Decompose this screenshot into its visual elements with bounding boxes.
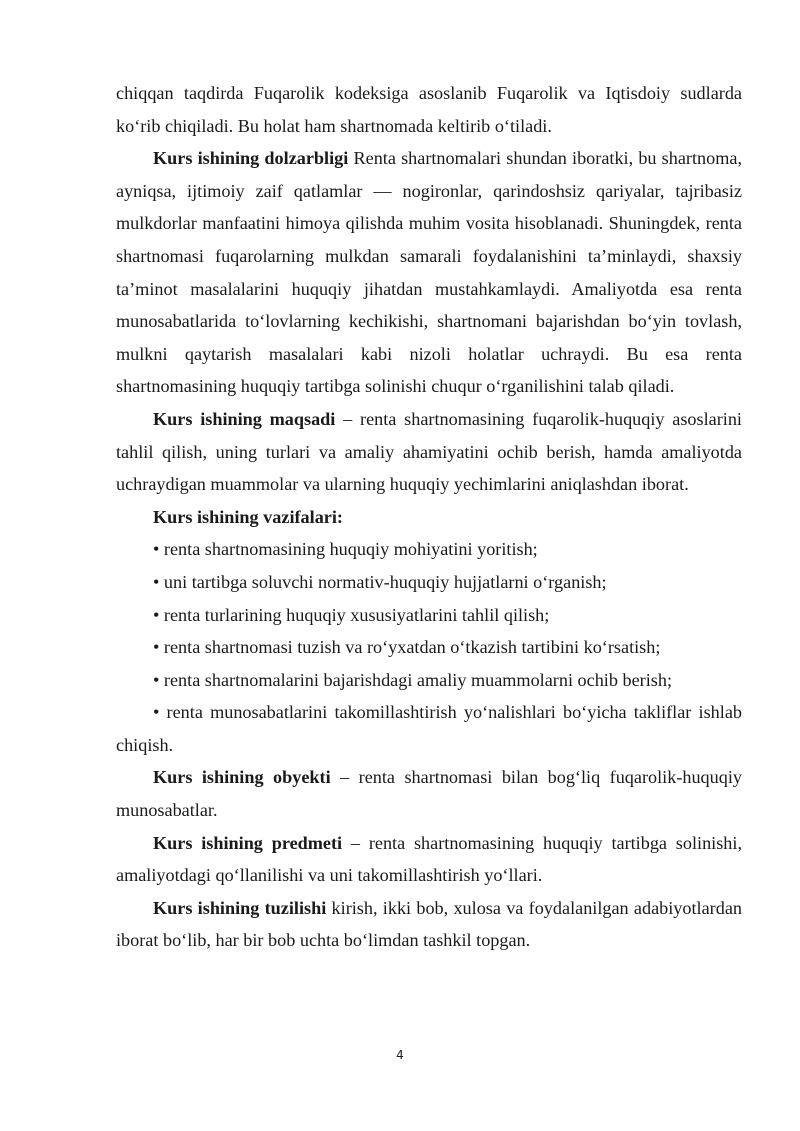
task-item: • uni tartibga soluvchi normativ-huquqiy hujjatlarni o‘rganish; [153, 571, 607, 592]
page-number: 4 [396, 1048, 404, 1062]
task-item: • renta shartnomalarini bajarishdagi amaliy muammolarni ochib berish; [153, 669, 673, 690]
subject-text: – renta shartnomasining huquqiy tartibga solinishi, amaliyotdagi qo‘llanilishi va uni takomillashtirish yo‘llari. [116, 832, 742, 886]
structure-paragraph [116, 892, 742, 957]
subject-heading: Kurs ishining predmeti [153, 832, 343, 853]
goal-text: – renta shartnomasining fuqarolik-huquqiy asoslarini tahlil qilish, uning turlari va amaliy ahamiyatini ochib berish, hamda amaliyotda uchraydigan muammolar va ularning huquqiy yechimlarini aniqlashdan iborat. [116, 408, 742, 495]
relevance-heading: Kurs ishining dolzarbligi [153, 148, 349, 169]
goal-paragraph [116, 403, 742, 501]
task-item: • renta shartnomasi tuzish va ro‘yxatdan o‘tkazish tartibini ko‘rsatish; [153, 637, 661, 658]
tasks-heading: Kurs ishining vazifalari: [153, 506, 343, 527]
structure-heading: Kurs ishining tuzilishi [153, 897, 327, 918]
relevance-paragraph [116, 142, 742, 403]
task-item: • renta shartnomasining huquqiy mohiyatini yoritish; [153, 539, 538, 560]
task-item: • renta munosabatlarini takomillashtirish yo‘nalishlari bo‘yicha takliflar ishlab chiqish. [116, 702, 742, 755]
task-item: • renta turlarining huquqiy xususiyatlarini tahlil qilish; [153, 604, 550, 625]
object-paragraph [116, 761, 742, 826]
object-heading: Kurs ishining obyekti [153, 767, 331, 788]
paragraph-continuation: chiqqan taqdirda Fuqarolik kodeksiga asoslanib Fuqarolik va Iqtisdoiy sudlarda ko‘rib chiqiladi. Bu holat ham shartnomada keltirib o‘tiladi. [116, 83, 742, 136]
object-text: – renta shartnomasi bilan bog‘liq fuqarolik-huquqiy munosabatlar. [116, 767, 742, 821]
relevance-text: Renta shartnomalari shundan iboratki, bu shartnoma, ayniqsa, ijtimoiy zaif qatlamlar — nogironlar, qarindoshsiz qariyalar, tajribasiz mulkdorlar manfaatini himoya qilishda muhim vosita hisoblanadi. Shuningdek, renta shartnomasi fuqarolarning mulkdan samarali foydalanishini ta’minlaydi, shaxsiy ta’minot masalalarini huquqiy jihatdan mustahkamlaydi. Amaliyotda esa renta munosabatlarida to‘lovlarning kechikishi, shartnomani bajarishdan bo‘yin tovlash, mulkni qaytarish masalalari kabi nizoli holatlar uchraydi. Bu esa renta shartnomasining huquqiy tartibga solinishi chuqur o‘rganilishini talab qiladi. [116, 148, 742, 397]
document-page [116, 77, 742, 957]
goal-heading: Kurs ishining maqsadi [153, 408, 336, 429]
structure-text: kirish, ikki bob, xulosa va foydalanilgan adabiyotlardan iborat bo‘lib, har bir bob uchta bo‘limdan tashkil topgan. [116, 897, 742, 951]
subject-paragraph [116, 827, 742, 892]
